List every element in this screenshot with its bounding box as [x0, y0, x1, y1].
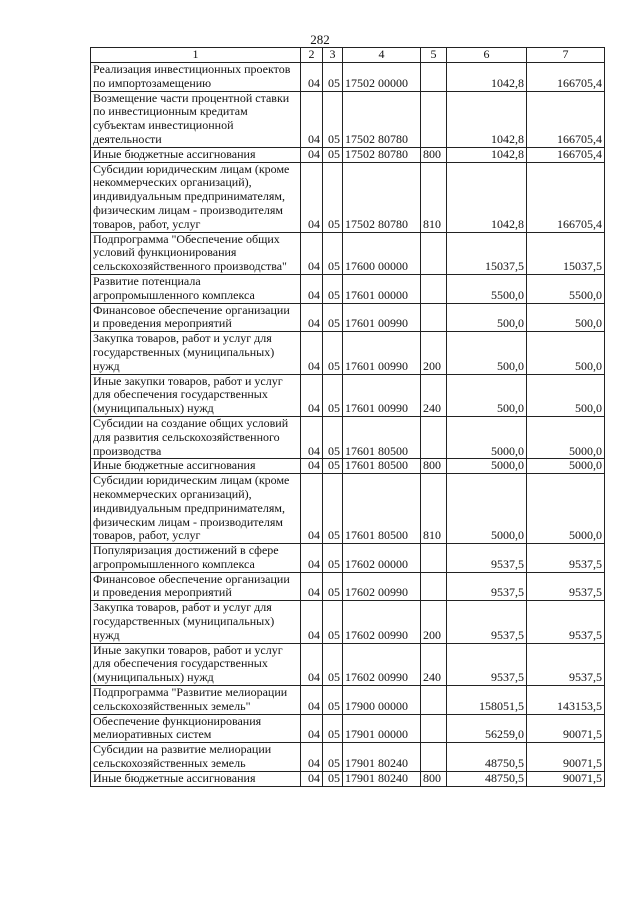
target-article-cell: 17901 00000 — [343, 714, 421, 743]
amount-2020-cell: 166705,4 — [527, 91, 605, 147]
amount-2020-cell: 5500,0 — [527, 274, 605, 303]
table-row — [91, 374, 605, 416]
amount-2019-cell: 5500,0 — [447, 274, 527, 303]
subsection-code-cell: 05 — [323, 274, 343, 303]
page-number: 282 — [310, 32, 330, 47]
target-article-cell: 17601 00990 — [343, 374, 421, 416]
description-line: для обеспечения государственных — [93, 656, 268, 671]
description-line: производства — [93, 443, 162, 458]
target-article-cell: 17502 80780 — [343, 91, 421, 147]
table-body — [91, 48, 605, 787]
amount-2019-cell: 1042,8 — [447, 162, 527, 232]
table-row — [91, 771, 605, 786]
column-header: 6 — [447, 48, 527, 63]
budget-table — [90, 47, 605, 787]
column-header: 7 — [527, 48, 605, 63]
subsection-code-cell: 05 — [323, 332, 343, 374]
section-code-cell: 04 — [301, 303, 323, 332]
column-header: 3 — [323, 48, 343, 63]
amount-2019-cell: 1042,8 — [447, 91, 527, 147]
description-line: Иные бюджетные ассигнования — [93, 458, 256, 473]
description-line: Субсидии на развитие мелиорации — [93, 742, 272, 757]
target-article-cell: 17601 00990 — [343, 332, 421, 374]
expense-type-cell — [421, 303, 447, 332]
description-line: государственных (муниципальных) — [93, 344, 275, 359]
description-line: некоммерческих организаций), — [93, 175, 252, 190]
amount-2019-cell: 500,0 — [447, 332, 527, 374]
description-line: субъектам инвестиционной — [93, 118, 234, 133]
description-line: сельскохозяйственных земель — [93, 756, 246, 771]
amount-2019-cell: 500,0 — [447, 374, 527, 416]
target-article-cell: 17600 00000 — [343, 232, 421, 274]
expense-type-cell: 800 — [421, 459, 447, 474]
subsection-code-cell: 05 — [323, 643, 343, 685]
description-line: деятельности — [93, 131, 162, 146]
description-line: (муниципальных) нужд — [93, 401, 214, 416]
description-line: Популяризация достижений в сфере — [93, 543, 279, 558]
section-code-cell: 04 — [301, 416, 323, 458]
description-cell — [91, 232, 301, 274]
amount-2020-cell: 9537,5 — [527, 601, 605, 643]
expense-type-cell: 200 — [421, 332, 447, 374]
expense-type-cell: 810 — [421, 474, 447, 544]
subsection-code-cell: 05 — [323, 232, 343, 274]
description-line: Закупка товаров, работ и услуг для — [93, 600, 272, 615]
amount-2019-cell: 1042,8 — [447, 63, 527, 92]
column-header: 5 — [421, 48, 447, 63]
expense-type-cell — [421, 544, 447, 573]
description-cell — [91, 714, 301, 743]
amount-2019-cell: 5000,0 — [447, 459, 527, 474]
amount-2020-cell: 5000,0 — [527, 459, 605, 474]
amount-2019-cell: 9537,5 — [447, 572, 527, 601]
target-article-cell: 17502 80780 — [343, 162, 421, 232]
expense-type-cell — [421, 714, 447, 743]
target-article-cell: 17601 00000 — [343, 274, 421, 303]
subsection-code-cell: 05 — [323, 374, 343, 416]
target-article-cell: 17601 80500 — [343, 474, 421, 544]
description-line: условий функционирования — [93, 245, 237, 260]
table-row — [91, 274, 605, 303]
target-article-cell: 17602 00990 — [343, 601, 421, 643]
subsection-code-cell: 05 — [323, 544, 343, 573]
section-code-cell: 04 — [301, 572, 323, 601]
table-row — [91, 332, 605, 374]
description-line: физическим лицам - производителям — [93, 202, 283, 217]
description-cell — [91, 743, 301, 772]
description-cell — [91, 601, 301, 643]
expense-type-cell: 200 — [421, 601, 447, 643]
subsection-code-cell: 05 — [323, 474, 343, 544]
target-article-cell: 17502 00000 — [343, 63, 421, 92]
description-line: товаров, работ, услуг — [93, 216, 201, 231]
description-line: Развитие потенциала — [93, 274, 201, 288]
table-row — [91, 474, 605, 544]
subsection-code-cell: 05 — [323, 714, 343, 743]
section-code-cell: 04 — [301, 374, 323, 416]
column-header: 2 — [301, 48, 323, 63]
description-line: Финансовое обеспечение организации — [93, 572, 290, 586]
section-code-cell: 04 — [301, 459, 323, 474]
expense-type-cell — [421, 63, 447, 92]
subsection-code-cell: 05 — [323, 459, 343, 474]
description-line: мелиоративных систем — [93, 727, 212, 742]
amount-2020-cell: 166705,4 — [527, 63, 605, 92]
description-line: физическим лицам - производителям — [93, 514, 283, 529]
section-code-cell: 04 — [301, 274, 323, 303]
section-code-cell: 04 — [301, 643, 323, 685]
description-line: Реализация инвестиционных проектов — [93, 62, 291, 76]
description-line: нужд — [93, 627, 120, 642]
section-code-cell: 04 — [301, 714, 323, 743]
section-code-cell: 04 — [301, 686, 323, 715]
amount-2020-cell: 90071,5 — [527, 714, 605, 743]
table-row — [91, 601, 605, 643]
amount-2020-cell: 9537,5 — [527, 572, 605, 601]
amount-2019-cell: 9537,5 — [447, 544, 527, 573]
subsection-code-cell: 05 — [323, 162, 343, 232]
description-cell — [91, 416, 301, 458]
table-row — [91, 714, 605, 743]
table-header-row — [91, 48, 605, 63]
subsection-code-cell: 05 — [323, 686, 343, 715]
table-row — [91, 686, 605, 715]
subsection-code-cell: 05 — [323, 147, 343, 162]
description-line: для обеспечения государственных — [93, 387, 268, 402]
description-cell — [91, 474, 301, 544]
description-line: Иные закупки товаров, работ и услуг — [93, 643, 283, 657]
description-line: для развития сельскохозяйственного — [93, 429, 280, 444]
table-row — [91, 544, 605, 573]
description-line: Подпрограмма "Развитие мелиорации — [93, 685, 288, 700]
description-line: по импортозамещению — [93, 75, 212, 90]
expense-type-cell — [421, 572, 447, 601]
description-line: Финансовое обеспечение организации — [93, 303, 290, 317]
section-code-cell: 04 — [301, 743, 323, 772]
table-row — [91, 63, 605, 92]
description-line: и проведения мероприятий — [93, 316, 232, 331]
amount-2019-cell: 48750,5 — [447, 743, 527, 772]
amount-2019-cell: 9537,5 — [447, 643, 527, 685]
subsection-code-cell: 05 — [323, 771, 343, 786]
description-cell — [91, 332, 301, 374]
section-code-cell: 04 — [301, 162, 323, 232]
description-line: по инвестиционным кредитам — [93, 104, 248, 119]
amount-2019-cell: 5000,0 — [447, 416, 527, 458]
description-line: сельскохозяйственного производства" — [93, 259, 287, 274]
description-cell — [91, 91, 301, 147]
table-row — [91, 303, 605, 332]
description-line: государственных (муниципальных) — [93, 614, 275, 629]
target-article-cell: 17901 80240 — [343, 771, 421, 786]
target-article-cell: 17502 80780 — [343, 147, 421, 162]
section-code-cell: 04 — [301, 63, 323, 92]
amount-2019-cell: 1042,8 — [447, 147, 527, 162]
description-line: нужд — [93, 358, 120, 373]
column-header: 1 — [91, 48, 301, 63]
section-code-cell: 04 — [301, 232, 323, 274]
table-row — [91, 91, 605, 147]
description-line: Иные бюджетные ассигнования — [93, 147, 256, 161]
description-cell — [91, 686, 301, 715]
expense-type-cell — [421, 232, 447, 274]
description-line: Субсидии юридическим лицам (кроме — [93, 473, 290, 488]
table-row — [91, 232, 605, 274]
description-line: и проведения мероприятий — [93, 585, 232, 600]
description-line: агропромышленного комплекса — [93, 556, 255, 571]
target-article-cell: 17602 00990 — [343, 643, 421, 685]
expense-type-cell: 810 — [421, 162, 447, 232]
section-code-cell: 04 — [301, 601, 323, 643]
target-article-cell: 17900 00000 — [343, 686, 421, 715]
description-cell — [91, 303, 301, 332]
table-row — [91, 147, 605, 162]
amount-2019-cell: 5000,0 — [447, 474, 527, 544]
description-cell — [91, 274, 301, 303]
subsection-code-cell: 05 — [323, 601, 343, 643]
amount-2020-cell: 90071,5 — [527, 743, 605, 772]
subsection-code-cell: 05 — [323, 303, 343, 332]
description-cell — [91, 374, 301, 416]
amount-2019-cell: 158051,5 — [447, 686, 527, 715]
target-article-cell: 17601 00990 — [343, 303, 421, 332]
expense-type-cell: 800 — [421, 147, 447, 162]
table-row — [91, 743, 605, 772]
description-cell — [91, 459, 301, 474]
section-code-cell: 04 — [301, 91, 323, 147]
amount-2019-cell: 9537,5 — [447, 601, 527, 643]
description-line: Иные бюджетные ассигнования — [93, 771, 256, 785]
subsection-code-cell: 05 — [323, 743, 343, 772]
description-line: Обеспечение функционирования — [93, 714, 262, 728]
amount-2020-cell: 5000,0 — [527, 416, 605, 458]
amount-2019-cell: 500,0 — [447, 303, 527, 332]
amount-2020-cell: 5000,0 — [527, 474, 605, 544]
expense-type-cell — [421, 743, 447, 772]
amount-2020-cell: 15037,5 — [527, 232, 605, 274]
section-code-cell: 04 — [301, 147, 323, 162]
subsection-code-cell: 05 — [323, 91, 343, 147]
amount-2020-cell: 500,0 — [527, 303, 605, 332]
description-line: индивидуальным предпринимателям, — [93, 189, 285, 204]
expense-type-cell — [421, 91, 447, 147]
description-cell — [91, 162, 301, 232]
description-line: Субсидии на создание общих условий — [93, 416, 289, 430]
description-cell — [91, 572, 301, 601]
target-article-cell: 17602 00000 — [343, 544, 421, 573]
description-line: Подпрограмма "Обеспечение общих — [93, 232, 280, 246]
expense-type-cell: 240 — [421, 643, 447, 685]
amount-2020-cell: 9537,5 — [527, 643, 605, 685]
section-code-cell: 04 — [301, 474, 323, 544]
table-row — [91, 162, 605, 232]
description-line: сельскохозяйственных земель" — [93, 698, 251, 713]
description-line: Закупка товаров, работ и услуг для — [93, 331, 272, 346]
table-row — [91, 572, 605, 601]
amount-2020-cell: 166705,4 — [527, 162, 605, 232]
description-line: некоммерческих организаций), — [93, 486, 252, 501]
description-cell — [91, 147, 301, 162]
description-line: Возмещение части процентной ставки — [93, 91, 290, 105]
column-header: 4 — [343, 48, 421, 63]
description-line: агропромышленного комплекса — [93, 287, 255, 302]
description-line: Иные закупки товаров, работ и услуг — [93, 374, 283, 388]
subsection-code-cell: 05 — [323, 416, 343, 458]
expense-type-cell: 800 — [421, 771, 447, 786]
amount-2020-cell: 166705,4 — [527, 147, 605, 162]
description-cell — [91, 544, 301, 573]
amount-2019-cell: 48750,5 — [447, 771, 527, 786]
subsection-code-cell: 05 — [323, 63, 343, 92]
amount-2020-cell: 9537,5 — [527, 544, 605, 573]
expense-type-cell: 240 — [421, 374, 447, 416]
amount-2020-cell: 143153,5 — [527, 686, 605, 715]
table-row — [91, 643, 605, 685]
amount-2019-cell: 15037,5 — [447, 232, 527, 274]
target-article-cell: 17601 80500 — [343, 416, 421, 458]
expense-type-cell — [421, 686, 447, 715]
table-row — [91, 459, 605, 474]
subsection-code-cell: 05 — [323, 572, 343, 601]
section-code-cell: 04 — [301, 771, 323, 786]
expense-type-cell — [421, 274, 447, 303]
target-article-cell: 17601 80500 — [343, 459, 421, 474]
description-cell — [91, 771, 301, 786]
description-line: (муниципальных) нужд — [93, 670, 214, 685]
description-cell — [91, 63, 301, 92]
target-article-cell: 17602 00990 — [343, 572, 421, 601]
description-line: товаров, работ, услуг — [93, 528, 201, 543]
amount-2019-cell: 56259,0 — [447, 714, 527, 743]
description-line: индивидуальным предпринимателям, — [93, 500, 285, 515]
section-code-cell: 04 — [301, 332, 323, 374]
table-row — [91, 416, 605, 458]
amount-2020-cell: 90071,5 — [527, 771, 605, 786]
description-cell — [91, 643, 301, 685]
amount-2020-cell: 500,0 — [527, 374, 605, 416]
expense-type-cell — [421, 416, 447, 458]
amount-2020-cell: 500,0 — [527, 332, 605, 374]
target-article-cell: 17901 80240 — [343, 743, 421, 772]
section-code-cell: 04 — [301, 544, 323, 573]
description-line: Субсидии юридическим лицам (кроме — [93, 162, 290, 176]
